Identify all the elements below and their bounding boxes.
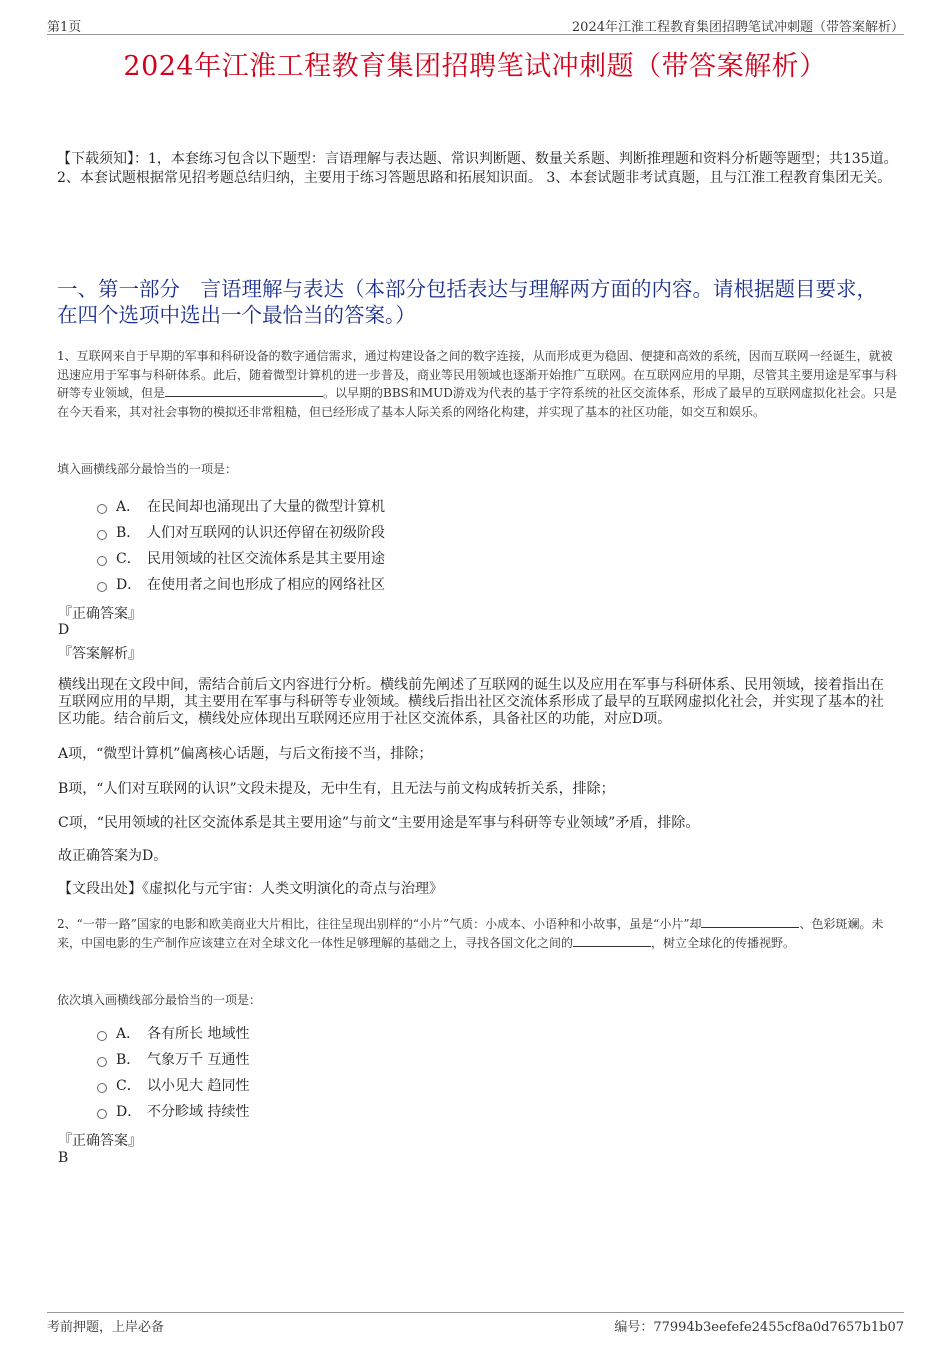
option-d[interactable]: D． 不分畛域 持续性 — [97, 1098, 249, 1124]
analysis-paragraph: C项，“民用领域的社区交流体系是其主要用途”与前文“主要用途是军事与科研等专业领域”矛盾，排除。 — [58, 815, 700, 831]
source-citation: 【文段出处】《虚拟化与元宇宙：人类文明演化的奇点与治理》 — [58, 881, 443, 897]
option-c[interactable]: C． 民用领域的社区交流体系是其主要用途 — [97, 545, 385, 571]
answer-label: 『正确答案』 — [58, 1133, 142, 1149]
question-1-options — [97, 493, 385, 597]
analysis-paragraph: 故正确答案为D。 — [58, 848, 168, 864]
question-1-instruction: 填入画横线部分最恰当的一项是： — [57, 462, 238, 476]
header-doc-title: 2024年江淮工程教育集团招聘笔试冲刺题（带答案解析） — [571, 20, 904, 35]
option-d[interactable]: D． 在使用者之间也形成了相应的网络社区 — [97, 571, 385, 597]
radio-icon[interactable] — [97, 1083, 107, 1093]
radio-icon[interactable] — [97, 556, 107, 566]
download-notice: 【下载须知】：1，本套练习包含以下题型：言语理解与表达题、常识判断题、数量关系题、判断推理题和资料分析题等题型；共135道。 2、本套试题根据常见招考题总结归纳，主要用于练习答题思路和拓展知识面。 3、本套试题非考试真题，且与江淮工程教育集团无关。 — [57, 151, 898, 186]
option-a[interactable]: A． 在民间却也涌现出了大量的微型计算机 — [97, 493, 385, 519]
analysis-paragraph: 横线出现在文段中间，需结合前后文内容进行分析。横线前先阐述了互联网的诞生以及应用在军事与科研体系、民用领域，接着指出在互联网应用的早期，其主要用在军事与科研等专业领域。横线后指出社区交流体系形成了最早的互联网虚拟化社会，并实现了基本的社区功能。结合前后文，横线处应体现出互联网还应用于社区交流体系，具备社区的功能，对应D项。 — [58, 677, 884, 727]
radio-icon[interactable] — [97, 1057, 107, 1067]
analysis-paragraph: B项，“人们对互联网的认识”文段未提及，无中生有，且无法与前文构成转折关系，排除； — [58, 781, 615, 797]
option-a[interactable]: A． 各有所长 地域性 — [97, 1020, 249, 1046]
correct-answer: B — [58, 1150, 69, 1166]
fill-blank — [701, 915, 799, 928]
answer-label: 『正确答案』 — [58, 606, 142, 622]
page-footer — [47, 1312, 904, 1335]
page-header — [47, 14, 904, 35]
radio-icon[interactable] — [97, 1031, 107, 1041]
section-title: 一、第一部分 言语理解与表达（本部分包括表达与理解两方面的内容。请根据题目要求，在四个选项中选出一个最恰当的答案。） — [57, 277, 877, 327]
analysis-label: 『答案解析』 — [58, 646, 142, 662]
question-2-options — [97, 1020, 249, 1124]
question-2-text: 2、“一带一路”国家的电影和欧美商业大片相比，往往呈现出别样的“小片”气质：小成本、小语种和小故事，虽是“小片”却 、色彩斑斓。未来，中国电影的生产制作应该建立在对全球文化一体性足够理解的基础之上，寻找各国文化之间的 ，树立全球化的传播视野。 — [57, 917, 884, 950]
question-2-instruction: 依次填入画横线部分最恰当的一项是： — [57, 993, 262, 1007]
radio-icon[interactable] — [97, 530, 107, 540]
footer-slogan: 考前押题，上岸必备 — [47, 1320, 165, 1335]
document-title: 2024年江淮工程教育集团招聘笔试冲刺题（带答案解析） — [123, 51, 827, 82]
option-b[interactable]: B． 人们对互联网的认识还停留在初级阶段 — [97, 519, 385, 545]
page-number: 第1页 — [47, 20, 82, 35]
radio-icon[interactable] — [97, 582, 107, 592]
radio-icon[interactable] — [97, 1109, 107, 1119]
analysis-paragraph: A项，“微型计算机”偏离核心话题，与后文衔接不当，排除； — [58, 746, 433, 762]
fill-blank — [573, 934, 651, 947]
option-c[interactable]: C． 以小见大 趋同性 — [97, 1072, 249, 1098]
document-id: 编号：77994b3eefefe2455cf8a0d7657b1b07 — [614, 1320, 904, 1335]
question-1-text: 1、互联网来自于早期的军事和科研设备的数字通信需求，通过构建设备之间的数字连接，从而形成更为稳固、便捷和高效的系统，因而互联网一经诞生，就被迅速应用于军事与科研体系。此后，随着微型计算机的进一步普及，商业等民用领域也逐渐开始推广互联网。在互联网应用的早期，尽管其主要用途是军事与科研等专业领域，但是 。以早期的BBS和MUD游戏为代表的基于字符系统的社区交流体系，形成了最早的互联网虚拟化社会。只是在今天看来，其对社会事物的模拟还非常粗糙，但已经形成了基本人际关系的网络化构建，并实现了基本的社区功能，如交互和娱乐。 — [57, 349, 898, 419]
fill-blank — [165, 384, 323, 397]
option-b[interactable]: B． 气象万千 互通性 — [97, 1046, 249, 1072]
correct-answer: D — [58, 622, 70, 638]
radio-icon[interactable] — [97, 504, 107, 514]
